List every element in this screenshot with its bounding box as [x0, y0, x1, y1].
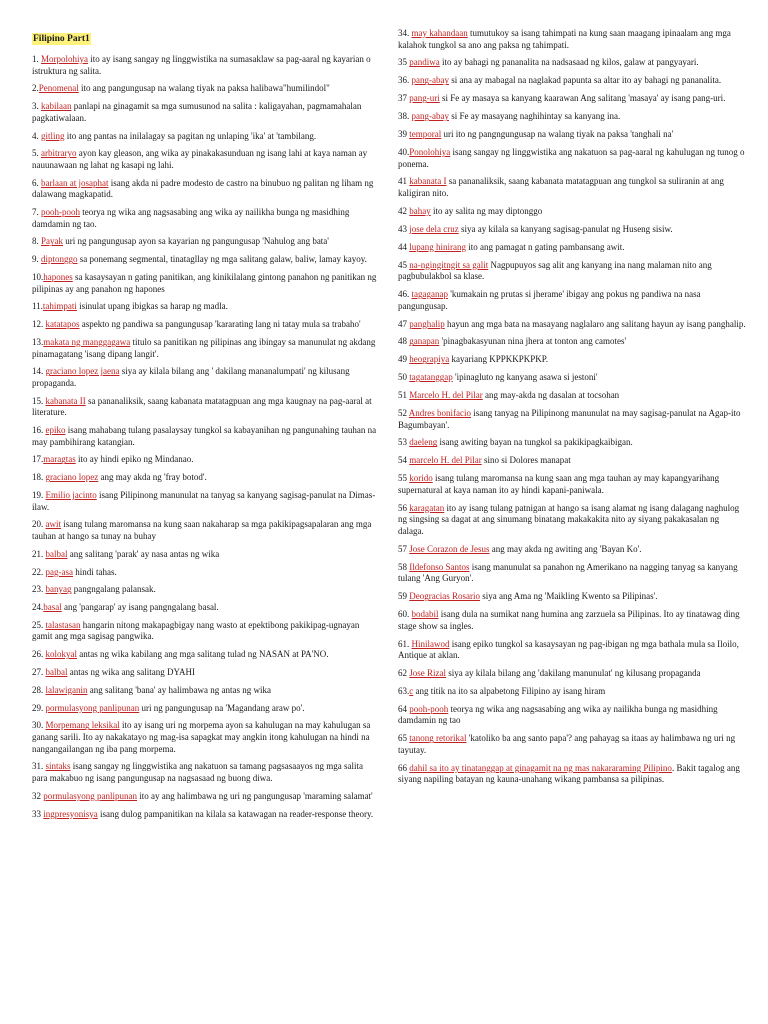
question-number: 7.	[32, 207, 41, 218]
question-text: 'kumakain ng prutas si jherame' ibigay ang pokus ng pandiwa na nasa pangungusap.	[398, 289, 701, 311]
question-text: si ana ay mabagal na naglakad papunta sa altar ito ay bahagi ng pananalita.	[448, 75, 722, 86]
question-text: uri ng pangungusap na 'Magandang araw po'.	[139, 702, 305, 713]
question-item	[398, 260, 746, 283]
question-item	[32, 490, 380, 513]
answer-text: heograpiya	[409, 354, 450, 365]
question-text: ayon kay gleason, ang wika ay pinakakasunduan ng isang lahi at kaya naman ay nauunawaan ng lahat ng kasapi ng lahi.	[32, 148, 368, 170]
answer-text: pang-uri	[409, 93, 440, 104]
question-item	[398, 562, 746, 585]
question-item	[32, 254, 380, 266]
question-text: ito ang pangungusap na walang tiyak na paksa halibawa"humilindol"	[78, 83, 330, 94]
question-text: isang epiko tungkol sa kasaysayan ng pag-ibigan ng mga bathala mula sa Iloilo, Antique at aklan.	[398, 638, 739, 661]
question-number: 62	[398, 668, 410, 679]
question-number: 19.	[32, 490, 46, 500]
question-number: 46.	[398, 289, 412, 300]
question-item	[32, 549, 380, 561]
question-item	[398, 544, 746, 556]
question-text: hayun ang mga bata na masayang naglalaro ang salitang hayun ay isang panghalip.	[444, 318, 746, 329]
question-number: 48	[398, 336, 410, 347]
answer-text: katatapos	[45, 319, 80, 330]
answer-text: barlaan at josaphat	[41, 177, 109, 188]
question-item	[398, 390, 746, 402]
answer-text: bodabil	[411, 609, 439, 620]
question-text: ito ay salita ng may diptonggo	[430, 205, 543, 216]
question-text: kayariang KPPKKPKPKP.	[449, 354, 548, 365]
question-item	[32, 809, 380, 821]
question-number: 12.	[32, 319, 46, 330]
answer-text: pooh-pooh	[41, 207, 80, 218]
question-text: ang salitang 'bana' ay halimbawa ng antas ng wika	[87, 684, 271, 695]
answer-text: Hinilawod	[411, 638, 450, 649]
answer-text: Morpemang leksikal	[45, 720, 120, 731]
question-text: teorya ng wika ang nagsasabing ang wika ay nailikha bunga ng masidhing damdamin ng tao.	[32, 207, 350, 229]
question-number: 31.	[32, 761, 46, 772]
answer-text: ganapan	[409, 336, 440, 347]
answer-text: karagatan	[409, 502, 445, 513]
question-number: 27.	[32, 667, 46, 678]
question-number: 18.	[32, 472, 46, 483]
answer-text: makata ng manggagawa	[43, 336, 131, 347]
question-text: siya ang Ama ng 'Maikling Kwento sa Pilipinas'.	[479, 591, 658, 602]
question-number: 34.	[398, 28, 412, 38]
answer-text: c	[409, 685, 414, 696]
answer-text: graciano lopez jaena	[45, 366, 120, 377]
question-text: sa ponemang segmental, tinatagllay ng mga salitang galaw, baliw, lamay kayoy.	[77, 254, 367, 265]
question-text: siya ay kilala bilang ang 'dakilang manunulat' ng kilusang propaganda	[446, 668, 701, 679]
question-text: si Fe ay masaya sa kanyang kaarawan Ang salitang 'masaya' ay isang pang-uri.	[439, 93, 726, 104]
question-number: 66	[398, 762, 410, 773]
question-number: 17.	[32, 454, 44, 465]
question-number: 8.	[32, 236, 41, 247]
question-item	[32, 519, 380, 542]
question-number: 51	[398, 390, 410, 401]
answer-text: pooh-pooh	[409, 703, 449, 714]
question-text: ito ay isang tulang patnigan at hango sa isang alamat ng isang dalagang naghulog ng singsing sa dagat at ang sinumang binatang makakakita nito ay siyang pakakasalan ng dalaga.	[398, 502, 740, 536]
question-text: isang tanyag na Pilipinong manunulat na may sagisag-panulat na Agap-ito Bagumbayan'.	[398, 408, 741, 430]
question-number: 23.	[32, 584, 46, 595]
question-text: isang sangay ng linggwistika ang nakatuon sa pag-aaral ng kahulugan ng tunog o ponema.	[398, 146, 745, 169]
question-number: 36.	[398, 75, 412, 86]
question-item	[398, 242, 746, 254]
question-text: aspekto ng pandiwa sa pangungusap 'kararating lang ni tatay mula sa trabaho'	[79, 319, 361, 330]
question-number: 29.	[32, 702, 46, 713]
question-number: 40.	[398, 146, 410, 157]
question-text: 'katoliko ba ang santo papa'? ang pahayag sa itaas ay halimbawa ng uri ng tayutay.	[398, 733, 736, 755]
answer-text: hapones	[43, 272, 73, 282]
question-item	[398, 609, 746, 632]
question-item	[398, 206, 746, 218]
question-item	[398, 75, 746, 87]
question-item	[398, 704, 746, 727]
question-item	[398, 129, 746, 141]
question-number: 53	[398, 437, 410, 448]
question-text: ang may akda ng 'fray botod'.	[98, 472, 207, 483]
question-text: siya ay kilala bilang ang ' dakilang mananalumpati' ng kilusang propaganda.	[32, 366, 350, 388]
question-text: hindi tahas.	[72, 566, 117, 577]
answer-text: kabanata I	[409, 176, 447, 187]
question-item	[398, 372, 746, 384]
question-text: isang sangay ng linggwistika ang nakatuon sa tamang pagsasaayos ng mga salita para makabuo ng isang pangungusap na nagsasaad ng buong diwa.	[32, 761, 363, 783]
question-item	[32, 620, 380, 643]
right-column	[398, 28, 746, 792]
question-number: 47	[398, 318, 410, 329]
question-item	[398, 733, 746, 756]
question-text: 'pinagbakasyunan nina jhera at tonton ang camotes'	[439, 336, 627, 347]
question-item	[398, 686, 746, 698]
answer-text: Marcelo H. del Pilar	[409, 390, 483, 401]
question-number: 58	[398, 561, 410, 572]
question-text: antas ng wika kabilang ang mga salitang tulad ng NASAN at PA'NO.	[77, 649, 329, 660]
answer-text: balbal	[45, 548, 68, 559]
answer-text: kabanata II	[45, 395, 86, 406]
question-number: 24.	[32, 602, 44, 613]
question-item	[32, 337, 380, 360]
question-item	[398, 763, 746, 786]
document-title: Filipino Part1	[33, 34, 90, 44]
answer-text: Andres bonifacio	[408, 408, 471, 418]
question-number: 32	[32, 790, 44, 801]
question-text: 'ipinagluto ng kanyang asawa si jestoni'	[452, 372, 598, 383]
question-number: 52	[398, 408, 409, 418]
question-text: ito ang pamagat n gating pambansang awit.	[466, 241, 625, 252]
question-item	[32, 148, 380, 171]
answer-text: temporal	[409, 129, 442, 140]
answer-text: jose dela cruz	[409, 223, 459, 234]
question-item	[32, 178, 380, 201]
question-item	[32, 791, 380, 803]
question-text: ito ang pantas na inilalagay sa pagitan ng unlaping 'ika' at 'tambilang.	[64, 130, 317, 141]
question-number: 49	[398, 354, 410, 365]
answer-text: banyag	[45, 584, 72, 595]
question-text: sa pananaliksik, saang kabanata matatagpuan ang mga kaugnay na pag-aaral at literature.	[32, 395, 372, 418]
question-text: ito ay bahagi ng pananalita na nadsasaad ng kilos, galaw at pangyayari.	[439, 57, 699, 68]
question-text: siya ay kilala sa kanyang sagisag-panulat ng Huseng sisiw.	[458, 223, 673, 234]
question-text: isang awiting bayan na tungkol sa pakikipagkaibigan.	[437, 437, 633, 448]
question-text: ito ay isang sangay ng linggwistika na sumasaklaw sa pag-aaral ng kayarian o istruktura ng salita.	[32, 54, 371, 76]
answer-text: graciano lopez	[45, 472, 99, 483]
question-number: 39	[398, 129, 410, 140]
question-item	[32, 207, 380, 230]
question-item	[398, 289, 746, 312]
answer-text: arbitraryo	[41, 148, 77, 159]
question-number: 3.	[32, 101, 41, 112]
answer-text: Penomenal	[38, 83, 79, 94]
answer-text: panghalip	[409, 318, 445, 329]
answer-text: pormulasyong panlipunan	[43, 790, 137, 801]
question-text: si Fe ay masayang naghihintay sa kanyang ina.	[448, 111, 621, 122]
answer-text: sintaks	[45, 761, 71, 772]
question-number: 33	[32, 808, 44, 819]
answer-text: tagatanggap	[409, 372, 453, 383]
question-number: 60.	[398, 609, 412, 620]
question-item	[398, 147, 746, 170]
question-item	[398, 473, 746, 496]
left-question-list	[32, 54, 380, 820]
question-text: isang dulog pampanitikan na kilala sa katawagan na reader-response theory.	[97, 808, 374, 819]
question-text: isang manunulat sa panahon ng Amerikano na nagging tanyag sa kanyang tulang 'Ang Guryon'.	[398, 561, 738, 584]
answer-text: kabilaan	[41, 101, 72, 112]
question-item	[32, 236, 380, 248]
question-number: 20.	[32, 519, 46, 530]
answer-text: lupang hinirang	[409, 241, 466, 252]
question-text: ito ay isang uri ng morpema ayon sa kahulugan na may kahulugan sa ganang sarili. Ito ay nakakatayo ng mag-isa sapagkat may angkin itong kahulugan na hindi na nangangailangan ng iba pang morpema.	[32, 720, 371, 754]
answer-text: Payak	[41, 236, 63, 247]
question-number: 26.	[32, 649, 46, 660]
left-column	[32, 28, 380, 826]
question-number: 44	[398, 241, 410, 252]
question-item	[398, 503, 746, 538]
answer-text: korido	[409, 473, 433, 484]
question-number: 65	[398, 733, 410, 744]
question-item	[32, 720, 380, 755]
question-text: sa kasaysayan n gating panitikan, ang kinikilalang gintong panahon ng panitikan ng pilipinas ay ang panahon ng hapones	[32, 272, 377, 294]
question-number: 25.	[32, 619, 46, 630]
question-item	[398, 354, 746, 366]
answer-text: pang-abay	[411, 111, 449, 122]
question-text: ang may akda ng awiting ang 'Bayan Ko'.	[489, 543, 642, 554]
question-item	[32, 54, 380, 77]
question-item	[32, 272, 380, 295]
answer-text: epiko	[45, 425, 66, 436]
answer-text: Jose Rizal	[409, 668, 446, 679]
question-number: 38.	[398, 111, 412, 122]
question-number: 43	[398, 223, 410, 234]
answer-text: pag-asa	[45, 566, 73, 577]
right-question-list	[398, 28, 746, 786]
question-item	[398, 224, 746, 236]
question-item	[32, 301, 380, 313]
question-item	[398, 455, 746, 467]
question-item	[32, 703, 380, 715]
answer-text: tahimpati	[42, 301, 77, 312]
answer-text: na-ngingitngit sa galit	[409, 259, 489, 270]
answer-text: Ponolohiya	[409, 146, 451, 157]
answer-text: Emilio jacinto	[45, 490, 97, 500]
question-number: 57	[398, 543, 410, 554]
answer-text: tagaganap	[411, 289, 448, 300]
question-item	[398, 336, 746, 348]
question-text: . Bakit tagalog ang siyang napiling batayan ng kauna-unahang wikang pambansa sa pilipinas.	[398, 762, 740, 785]
question-item	[398, 668, 746, 680]
question-item	[32, 667, 380, 679]
question-number: 13.	[32, 336, 44, 347]
question-number: 59	[398, 591, 410, 602]
question-item	[398, 408, 746, 431]
question-text: teorya ng wika ang nagsasabing ang wika ay nailikha bunga ng masidhing damdamin ng tao	[398, 703, 718, 726]
question-text: isang tulang maromansa na kung saan nakaharap sa mga pakikipagsapalaran ang mga tauhan at hango sa tunay na buhay	[32, 519, 372, 541]
answer-text: tanong retorikal	[409, 733, 467, 744]
question-item	[32, 425, 380, 448]
answer-text: marcelo H. del Pilar	[409, 455, 482, 466]
question-item	[398, 319, 746, 331]
answer-text: maragtas	[43, 454, 76, 465]
question-text: sa pananaliksik, saang kabanata matatagpuan ang tungkol sa suliranin at ang kaligiran nito.	[398, 176, 724, 199]
question-number: 56	[398, 502, 410, 513]
answer-text: dahil sa ito ay tinatanggap at ginagamit na ng mas nakararaming Pilipino	[409, 762, 672, 773]
question-number: 35	[398, 57, 410, 68]
question-text: isang akda ni padre modesto de castro na binubuo ng palitan ng liham ng dalawang magkapatid.	[32, 177, 374, 200]
question-number: 61.	[398, 638, 412, 649]
question-item	[398, 57, 746, 69]
question-number: 9.	[32, 254, 41, 265]
question-number: 41	[398, 176, 410, 187]
question-item	[398, 93, 746, 105]
question-number: 10.	[32, 272, 44, 282]
question-text: Nagpupuyos sag alit ang kanyang ina nang malaman nito ang pagbubulakbol sa klase.	[398, 259, 712, 282]
question-item	[32, 454, 380, 466]
question-item	[32, 649, 380, 661]
question-number: 15.	[32, 395, 46, 406]
answer-text: bahay	[409, 205, 431, 216]
question-number: 64	[398, 703, 410, 714]
question-item	[32, 472, 380, 484]
question-item	[32, 685, 380, 697]
question-number: 11.	[32, 301, 43, 312]
question-number: 28.	[32, 684, 46, 695]
question-number: 45	[398, 259, 410, 270]
question-text: tumutukoy sa isang tahimpati na kung saan maagang ipinaalam ang mga kalahok tungkol sa ano ang paksa ng tahimpati.	[398, 28, 731, 50]
question-item	[32, 584, 380, 596]
question-text: isang Pilipinong manunulat na tanyag sa kanyang sagisag-panulat na Dimas-ilaw.	[32, 490, 376, 512]
question-item	[32, 567, 380, 579]
answer-text: daeleng	[409, 437, 438, 448]
answer-text: ingpresyonisya	[43, 808, 98, 819]
question-item	[398, 437, 746, 449]
answer-text: Jose Corazon de Jesus	[409, 543, 490, 554]
answer-text: diptonggo	[41, 254, 78, 265]
question-text: uri ito ng pangngungusap na walang tiyak na paksa 'tanghali na'	[441, 129, 674, 140]
question-item	[32, 131, 380, 143]
question-number: 5.	[32, 148, 41, 159]
question-number: 16.	[32, 425, 46, 436]
answer-text: lalawiganin	[45, 684, 88, 695]
question-text: titulo sa panitikan ng pilipinas ang ibingay sa manunulat ng akdang pinamagatang 'isang dipang langit'.	[32, 336, 376, 359]
answer-text: Deogracias Rosario	[409, 591, 480, 602]
question-item	[398, 639, 746, 662]
answer-text: basal	[43, 602, 62, 613]
question-item	[32, 396, 380, 419]
question-text: sino si Dolores manapat	[481, 455, 571, 466]
question-text: ang titik na ito sa alpabetong Filipino ay isang hiram	[413, 685, 606, 696]
question-item	[32, 83, 380, 95]
question-text: isinulat upang ibigkas sa harap ng madla.	[76, 301, 228, 312]
question-item	[398, 111, 746, 123]
question-item	[398, 176, 746, 199]
question-text: antas ng wika ang salitang DYAHI	[67, 667, 195, 678]
question-item	[32, 101, 380, 124]
question-number: 50	[398, 372, 410, 383]
question-number: 55	[398, 473, 410, 484]
question-number: 6.	[32, 177, 41, 188]
question-item	[398, 28, 746, 51]
question-text: uri ng pangungusap ayon sa kayarian ng pangungusap 'Nahulog ang bata'	[63, 236, 329, 247]
answer-text: balbal	[45, 667, 68, 678]
question-item	[32, 602, 380, 614]
question-number: 14.	[32, 366, 46, 377]
question-text: ito ay ang halimbawa ng uri ng pangungusap 'maraming salamat'	[137, 790, 373, 801]
answer-text: talastasan	[45, 619, 81, 630]
question-item	[32, 761, 380, 784]
question-text: hangarin nitong makapagbigay nang wasto at epektibong pakikipag-ugnayan gamit ang mga sagisag pangwika.	[32, 619, 360, 642]
question-number: 22.	[32, 566, 46, 577]
answer-text: pandiwa	[409, 57, 440, 68]
question-item	[32, 319, 380, 331]
question-text: pangngalang palansak.	[71, 584, 156, 595]
question-text: ang 'pangarap' ay isang pangngalang basal.	[61, 602, 219, 613]
answer-text: pormulasyong panlipunan	[45, 702, 140, 713]
question-text: ang salitang 'parak' ay nasa antas ng wika	[67, 548, 220, 559]
question-number: 54	[398, 455, 410, 466]
question-number: 42	[398, 205, 410, 216]
answer-text: kolokyal	[45, 649, 77, 660]
question-number: 1.	[32, 54, 41, 64]
question-text: isang mahabang tulang pasalaysay tungkol sa kabayanihan ng pangunahing tauhan na may pambihirang katangian.	[32, 425, 377, 447]
question-text: ito ay hindi epiko ng Mindanao.	[75, 454, 194, 465]
answer-text: gitling	[41, 130, 65, 141]
question-text: isang dula na sumikat nang humina ang zarzuela sa Pilipinas. Ito ay tinatawag ding stage show sa ingles.	[398, 609, 740, 631]
question-item	[32, 366, 380, 389]
question-number: 21.	[32, 548, 46, 559]
answer-text: Morpolohiya	[41, 54, 88, 64]
question-item	[398, 591, 746, 603]
question-number: 2.	[32, 83, 39, 94]
question-text: panlapi na ginagamit sa mga sumusunod na salita : kaligayahan, pagmamahalan pagkatiwalaan.	[32, 101, 362, 123]
question-number: 30.	[32, 720, 46, 731]
answer-text: Ildefonso Santos	[409, 561, 470, 572]
question-text: isang tulang maromansa na kung saan ang mga tauhan ay may kapangyarihang supernatural at kaya naman ito ay hindi kapani-paniwala.	[398, 473, 720, 495]
question-number: 63.	[398, 685, 410, 696]
question-number: 37	[398, 93, 410, 104]
answer-text: pang-abay	[411, 75, 449, 86]
question-number: 4.	[32, 130, 41, 141]
answer-text: may kahandaan	[411, 28, 468, 38]
question-text: ang may-akda ng dasalan at tocsohan	[482, 390, 620, 401]
answer-text: awit	[45, 519, 61, 530]
